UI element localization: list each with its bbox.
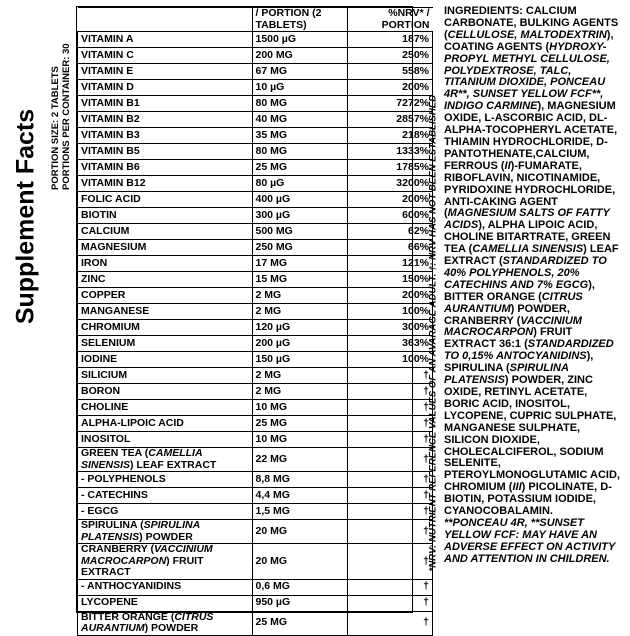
nutrient-nrv: 62% bbox=[347, 224, 433, 240]
ingredients-warning: **PONCEAU 4R, **SUNSET YELLOW FCF: MAY HAVE AN ADVERSE EFFECT ON ACTIVITY AND ATTENTION IN CHILDREN. bbox=[444, 516, 616, 565]
nutrient-name: VITAMIN D bbox=[78, 80, 253, 96]
table-row bbox=[78, 336, 433, 352]
table-row bbox=[78, 128, 433, 144]
nutrient-nrv: 218% bbox=[347, 128, 433, 144]
nutrient-nrv: 121% bbox=[347, 256, 433, 272]
ingredients-heading: INGREDIENTS: bbox=[444, 5, 523, 17]
nutrient-nrv: † bbox=[347, 579, 433, 595]
nutrient-name: CALCIUM bbox=[78, 224, 253, 240]
column-header: %NRV* / PORTION bbox=[347, 8, 433, 32]
nutrient-name: BIOTIN bbox=[78, 208, 253, 224]
nutrient-name: VITAMIN C bbox=[78, 48, 253, 64]
ingredients-body: CALCIUM CARBONATE, BULKING AGENTS (CELLULOSE, MALTODEXTRIN), COATING AGENTS (HYDROXY-PROPYL METHYL CELLULOSE, POLYDEXTROSE, TALC, TITANIUM DIOXIDE, PONCEAU 4R**, SUNSET YELLOW FCF**, INDIGO CARMINE), MAGNESIUM OXIDE, L-ASCORBIC ACID, DL-ALPHA-TOCOPHERYL ACETATE, THIAMIN HYDROCHLORIDE, D-PANTOTHENATE,CALCIUM, FERROUS (II)-FUMARATE, RIBOFLAVIN, NICOTINAMIDE, PYRIDOXINE HYDROCHLORIDE, ANTI-CAKING AGENT (MAGNESIUM SALTS OF FATTY ACIDS), ALPHA LIPOIC ACID, CHOLINE BITARTRATE, GREEN TEA (CAMELLIA SINENSIS) LEAF EXTRACT (STANDARDIZED TO 40% POLYPHENOLS, 20% CATECHINS AND 7% EGCG), BITTER ORANGE (CITRUS AURANTIUM) POWDER, CRANBERRY (VACCINIUM MACROCARPON) FRUIT EXTRACT 36:1 (STANDARDIZED TO 0,15% ANTOCYANIDINS), SPIRULINA (SPIRULINA PLATENSIS) POWDER, ZINC OXIDE, RETINYL ACETATE, BORIC ACID, INOSITOL, LYCOPENE, CUPRIC SULPHATE, MANGANESE SULPHATE, SILICON DIOXIDE, CHOLECALCIFEROL, SODIUM SELENITE, PTEROYLMONOGLUTAMIC ACID, CHROMIUM (III) PICOLINATE, D-BIOTIN, POTASSIUM IODIDE, CYANOCOBALAMIN. bbox=[444, 5, 620, 518]
nutrient-nrv: † bbox=[347, 595, 433, 611]
nutrient-nrv: † bbox=[347, 384, 433, 400]
table-row bbox=[78, 488, 433, 504]
nutrient-name: CHROMIUM bbox=[78, 320, 253, 336]
nutrient-name: MANGANESE bbox=[78, 304, 253, 320]
nutrient-name: VITAMIN B6 bbox=[78, 160, 253, 176]
nrv-footnote: *NRV: NUTRIENT REFERENCE VALUES OF AN AVARAGE ADULT. †: NRV HAS NOT BEEN ESTABLISHED bbox=[427, 94, 439, 572]
nutrient-nrv: † bbox=[347, 416, 433, 432]
table-row bbox=[78, 176, 433, 192]
column-header bbox=[78, 8, 253, 32]
nutrient-amount: 500 MG bbox=[252, 224, 347, 240]
nutrient-amount: 2 MG bbox=[252, 288, 347, 304]
table-row bbox=[78, 432, 433, 448]
nutrient-nrv: † bbox=[347, 432, 433, 448]
table-row bbox=[78, 224, 433, 240]
nutrient-nrv: † bbox=[347, 472, 433, 488]
nutrient-name: BORON bbox=[78, 384, 253, 400]
nutrient-amount: 400 µG bbox=[252, 192, 347, 208]
table-row bbox=[78, 144, 433, 160]
table-row bbox=[78, 32, 433, 48]
table-row bbox=[78, 400, 433, 416]
table-row bbox=[78, 256, 433, 272]
nutrient-name: - CATECHINS bbox=[78, 488, 253, 504]
table-row bbox=[78, 579, 433, 595]
nutrient-name: IODINE bbox=[78, 352, 253, 368]
nutrient-nrv: 187% bbox=[347, 32, 433, 48]
nutrient-amount: 950 µG bbox=[252, 595, 347, 611]
nutrient-amount: 1500 µG bbox=[252, 32, 347, 48]
portion-info bbox=[50, 28, 72, 190]
nutrient-name: SILICIUM bbox=[78, 368, 253, 384]
nutrient-nrv: † bbox=[347, 520, 433, 544]
nutrient-amount: 2 MG bbox=[252, 368, 347, 384]
table-row bbox=[78, 320, 433, 336]
nutrient-amount: 25 MG bbox=[252, 160, 347, 176]
nutrient-amount: 80 µG bbox=[252, 176, 347, 192]
table-row bbox=[78, 272, 433, 288]
table-row bbox=[78, 304, 433, 320]
nutrient-nrv: 600% bbox=[347, 208, 433, 224]
portions-per-container: PORTIONS PER CONTAINER: 30 bbox=[61, 43, 72, 190]
nutrient-nrv: 66% bbox=[347, 240, 433, 256]
nutrient-nrv: 250% bbox=[347, 48, 433, 64]
nutrient-name: VITAMIN B1 bbox=[78, 96, 253, 112]
nutrient-nrv: 558% bbox=[347, 64, 433, 80]
nutrient-nrv: † bbox=[347, 544, 433, 580]
table-row bbox=[78, 611, 433, 635]
table-row bbox=[78, 352, 433, 368]
nutrient-name: CRANBERRY (VACCINIUM MACROCARPON) FRUIT EXTRACT bbox=[78, 544, 253, 580]
nutrient-table bbox=[77, 7, 433, 636]
table-row bbox=[78, 384, 433, 400]
nutrient-nrv: † bbox=[347, 611, 433, 635]
nutrient-nrv: 150% bbox=[347, 272, 433, 288]
table-row bbox=[78, 448, 433, 472]
nutrient-name: MAGNESIUM bbox=[78, 240, 253, 256]
nutrient-name: VITAMIN B12 bbox=[78, 176, 253, 192]
nutrient-nrv: 300% bbox=[347, 320, 433, 336]
nutrient-nrv: † bbox=[347, 368, 433, 384]
nutrient-name: SPIRULINA (SPIRULINA PLATENSIS) POWDER bbox=[78, 520, 253, 544]
ingredients-section bbox=[442, 6, 626, 613]
nutrient-nrv: 200% bbox=[347, 288, 433, 304]
nutrient-name: SELENIUM bbox=[78, 336, 253, 352]
nutrient-nrv: † bbox=[347, 488, 433, 504]
nutrient-name: - EGCG bbox=[78, 504, 253, 520]
nutrient-nrv: 363% bbox=[347, 336, 433, 352]
nutrient-nrv: 3200% bbox=[347, 176, 433, 192]
nutrient-amount: 15 MG bbox=[252, 272, 347, 288]
column-header: / PORTION (2 TABLETS) bbox=[252, 8, 347, 32]
nutrient-name: VITAMIN E bbox=[78, 64, 253, 80]
table-row bbox=[78, 472, 433, 488]
table-row bbox=[78, 80, 433, 96]
nutrient-amount: 200 µG bbox=[252, 336, 347, 352]
nutrient-amount: 20 MG bbox=[252, 544, 347, 580]
nutrient-amount: 250 MG bbox=[252, 240, 347, 256]
nutrient-name: - ANTHOCYANIDINS bbox=[78, 579, 253, 595]
nutrient-amount: 2 MG bbox=[252, 304, 347, 320]
nutrient-amount: 10 MG bbox=[252, 400, 347, 416]
nutrient-nrv: 1785% bbox=[347, 160, 433, 176]
nrv-note-column bbox=[416, 6, 442, 613]
table-row bbox=[78, 160, 433, 176]
nutrient-nrv: 200% bbox=[347, 80, 433, 96]
nutrient-amount: 8,8 MG bbox=[252, 472, 347, 488]
nutrient-amount: 300 µG bbox=[252, 208, 347, 224]
nutrient-name: ZINC bbox=[78, 272, 253, 288]
nutrient-name: LYCOPENE bbox=[78, 595, 253, 611]
nutrient-nrv: 100% bbox=[347, 352, 433, 368]
table-row bbox=[78, 368, 433, 384]
nutrient-table-body bbox=[78, 8, 433, 636]
nutrient-amount: 25 MG bbox=[252, 611, 347, 635]
nutrient-nrv: 100% bbox=[347, 304, 433, 320]
nutrient-amount: 40 MG bbox=[252, 112, 347, 128]
table-row bbox=[78, 208, 433, 224]
title-column bbox=[4, 6, 46, 613]
nutrient-name: COPPER bbox=[78, 288, 253, 304]
table-row bbox=[78, 416, 433, 432]
nutrient-amount: 17 MG bbox=[252, 256, 347, 272]
table-row bbox=[78, 288, 433, 304]
table-row bbox=[78, 504, 433, 520]
nutrient-amount: 80 MG bbox=[252, 144, 347, 160]
nutrient-name: IRON bbox=[78, 256, 253, 272]
nutrient-nrv: 1333% bbox=[347, 144, 433, 160]
table-row bbox=[78, 520, 433, 544]
table-row bbox=[78, 544, 433, 580]
table-row bbox=[78, 595, 433, 611]
nutrient-amount: 25 MG bbox=[252, 416, 347, 432]
table-row bbox=[78, 112, 433, 128]
nutrient-name: VITAMIN A bbox=[78, 32, 253, 48]
table-row bbox=[78, 192, 433, 208]
nutrient-amount: 4,4 MG bbox=[252, 488, 347, 504]
nutrient-amount: 200 MG bbox=[252, 48, 347, 64]
nutrient-name: ALPHA-LIPOIC ACID bbox=[78, 416, 253, 432]
table-row bbox=[78, 240, 433, 256]
portion-size: PORTION SIZE: 2 TABLETS bbox=[50, 66, 61, 190]
nutrient-name: - POLYPHENOLS bbox=[78, 472, 253, 488]
nutrient-name: INOSITOL bbox=[78, 432, 253, 448]
nutrient-amount: 10 µG bbox=[252, 80, 347, 96]
table-row bbox=[78, 96, 433, 112]
nutrient-name: CHOLINE bbox=[78, 400, 253, 416]
nutrient-name: VITAMIN B2 bbox=[78, 112, 253, 128]
table-header-row bbox=[78, 8, 433, 32]
nutrient-nrv: † bbox=[347, 400, 433, 416]
nutrient-amount: 35 MG bbox=[252, 128, 347, 144]
nutrient-nrv: 2857% bbox=[347, 112, 433, 128]
nutrient-amount: 80 MG bbox=[252, 96, 347, 112]
nutrient-amount: 2 MG bbox=[252, 384, 347, 400]
nutrient-amount: 22 MG bbox=[252, 448, 347, 472]
nutrient-nrv: 200% bbox=[347, 192, 433, 208]
nutrient-amount: 67 MG bbox=[252, 64, 347, 80]
table-row bbox=[78, 64, 433, 80]
nutrient-name: FOLIC ACID bbox=[78, 192, 253, 208]
nutrient-name: VITAMIN B5 bbox=[78, 144, 253, 160]
nutrient-amount: 1,5 MG bbox=[252, 504, 347, 520]
table-row bbox=[78, 48, 433, 64]
page-title: Supplement Facts bbox=[11, 108, 40, 325]
portion-column bbox=[46, 6, 76, 613]
nutrient-amount: 120 µG bbox=[252, 320, 347, 336]
nutrient-name: BITTER ORANGE (CITRUS AURANTIUM) POWDER bbox=[78, 611, 253, 635]
nutrient-amount: 150 µG bbox=[252, 352, 347, 368]
nutrient-amount: 10 MG bbox=[252, 432, 347, 448]
nutrient-amount: 0,6 MG bbox=[252, 579, 347, 595]
nutrient-name: GREEN TEA (CAMELLIA SINENSIS) LEAF EXTRACT bbox=[78, 448, 253, 472]
nutrient-table-wrapper bbox=[76, 6, 430, 634]
nutrient-nrv: † bbox=[347, 504, 433, 520]
nutrient-amount: 20 MG bbox=[252, 520, 347, 544]
nutrient-nrv: 7272% bbox=[347, 96, 433, 112]
nutrient-nrv: † bbox=[347, 448, 433, 472]
nutrient-name: VITAMIN B3 bbox=[78, 128, 253, 144]
